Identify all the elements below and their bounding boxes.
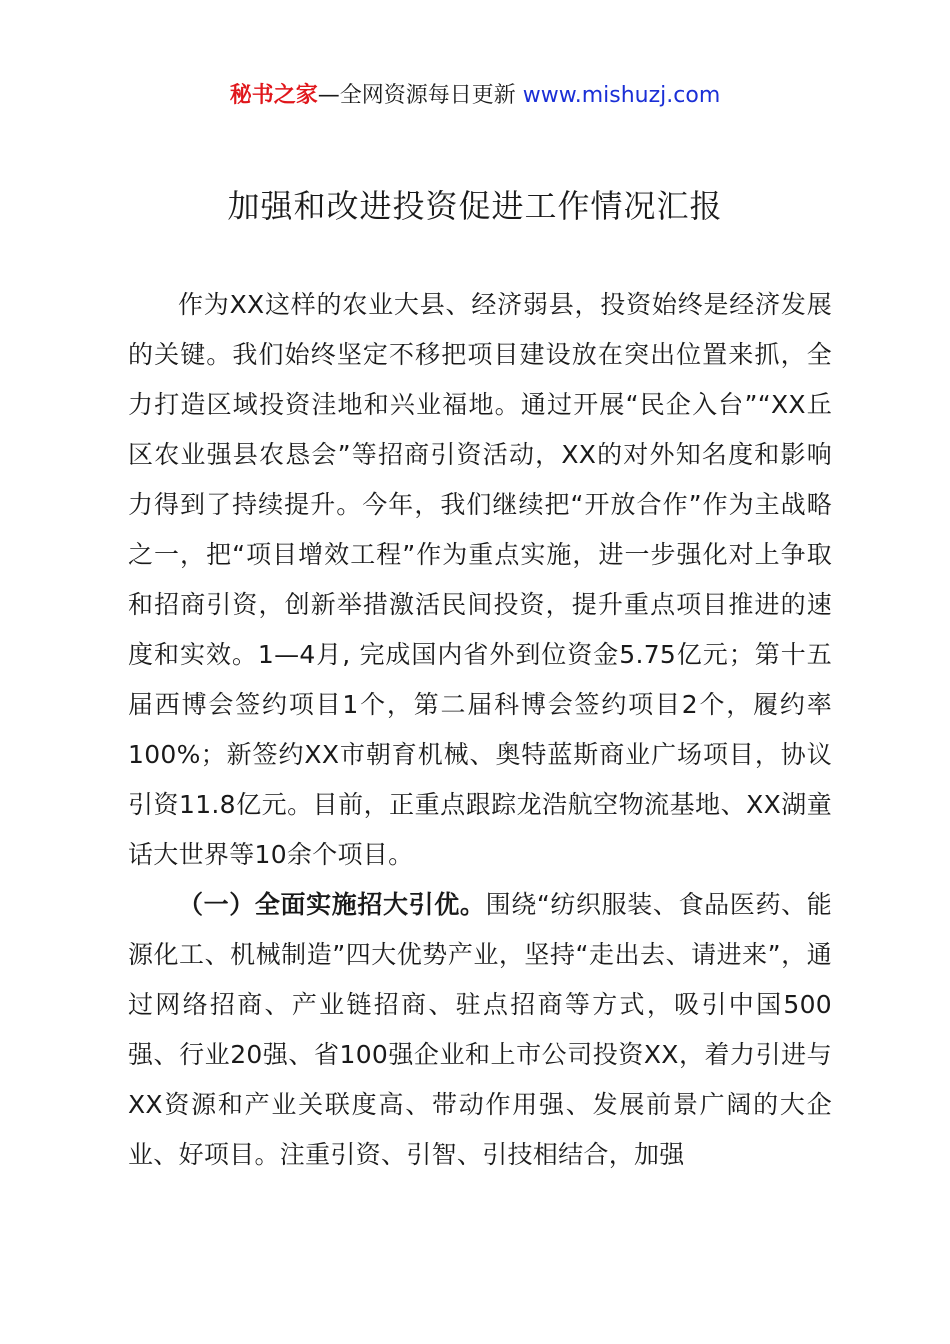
paragraph-text: 围绕“纺织服装、食品医药、能源化工、机械制造”四大优势产业，坚持“走出去、请进来”，通过网络招商、产业链招商、驻点招商等方式，吸引中国500强、行业20强、省100强企业和上市公司投资XX，着力引进与XX资源和产业关联度高、带动作用强、发展前景广阔的大企业、好项目。注重引资、引智、引技相结合，加强 [128,890,832,1169]
site-tagline: —全网资源每日更新 [317,83,523,108]
document-body [128,280,832,1180]
paragraph-lead: （一）全面实施招大引优。 [178,890,486,919]
site-header [0,80,950,112]
site-url-link[interactable]: www.mishuzj.com [522,83,721,108]
document-title: 加强和改进投资促进工作情况汇报 [227,187,723,225]
paragraph-intro [128,280,832,880]
paragraph-text: 作为XX这样的农业大县、经济弱县，投资始终是经济发展的关键。我们始终坚定不移把项目建设放在突出位置来抓，全力打造区域投资洼地和兴业福地。通过开展“民企入台”“XX丘区农业强县农恳会”等招商引资活动，XX的对外知名度和影响力得到了持续提升。今年，我们继续把“开放合作”作为主战略之一，把“项目增效工程”作为重点实施，进一步强化对上争取和招商引资，创新举措激活民间投资，提升重点项目推进的速度和实效。1—4月, 完成国内省外到位资金5.75亿元；第十五届西博会签约项目1个，第二届科博会签约项目2个，履约率100%；新签约XX市朝育机械、奥特蓝斯商业广场项目，协议引资11.8亿元。目前，正重点跟踪龙浩航空物流基地、XX湖童话大世界等10余个项目。 [128,290,832,869]
site-brand: 秘书之家 [229,83,318,108]
paragraph-section-1 [128,880,832,1180]
